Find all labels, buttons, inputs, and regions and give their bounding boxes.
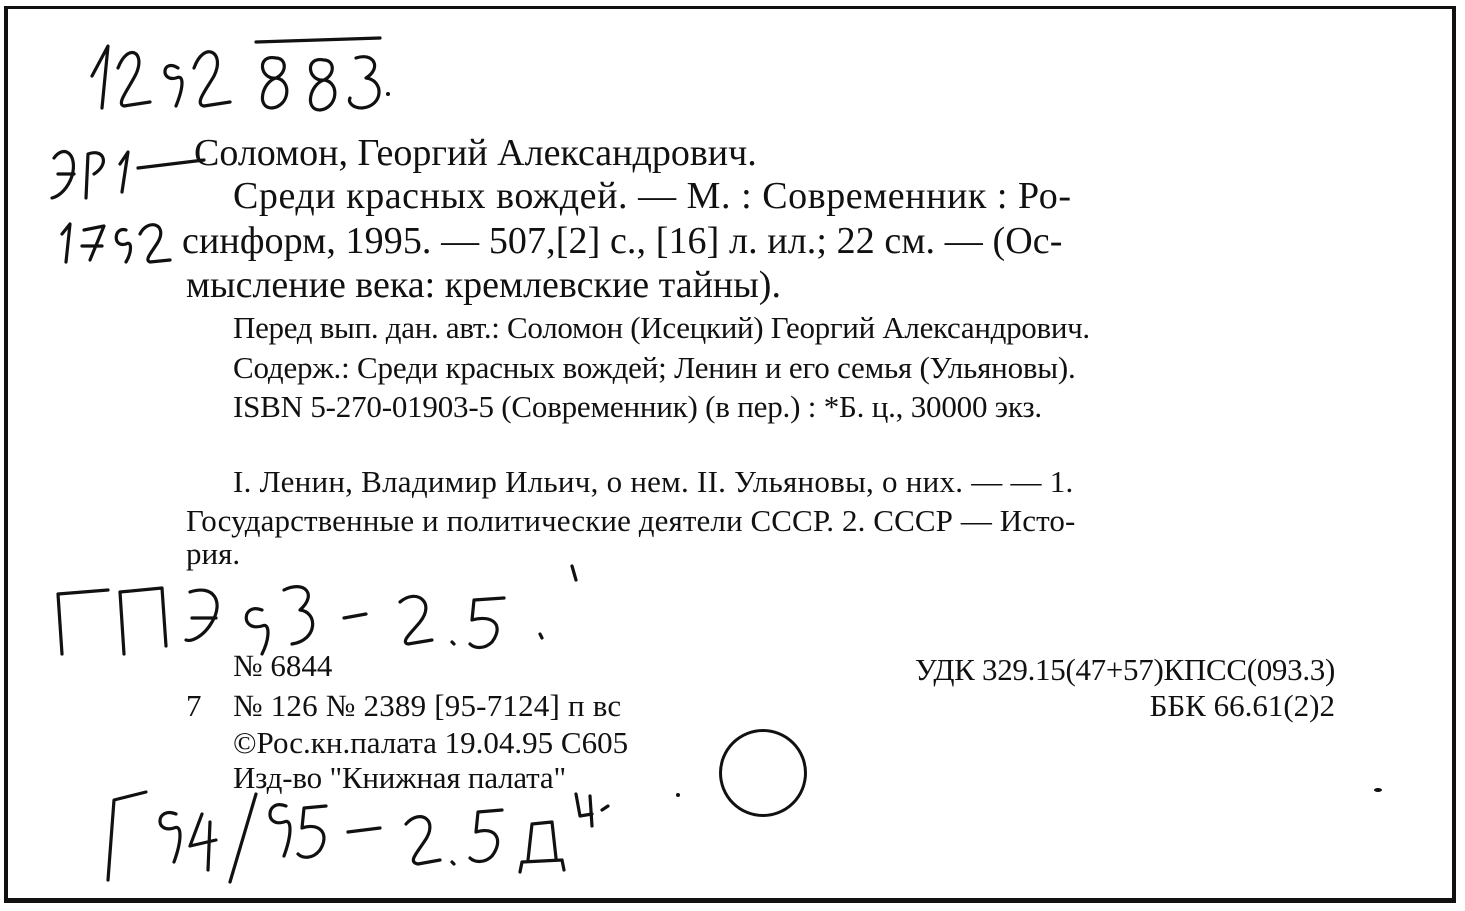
ink-dot xyxy=(1374,788,1382,792)
note-author: Перед вып. дан. авт.: Соломон (Исецкий) Георгий Александрович. xyxy=(233,310,1090,345)
ink-dot xyxy=(676,793,680,797)
card-prefix: 7 xyxy=(186,688,202,723)
tracing-line-2: Государственные и политические деятели СССР. 2. СССР — Исто- xyxy=(186,503,1076,538)
udk-code: УДК 329.15(47+57)КПСС(093.3) xyxy=(914,652,1335,687)
note-contents: Содерж.: Среди красных вождей; Ленин и его семья (Ульяновы). xyxy=(233,350,1076,385)
tracing-line-3: рия. xyxy=(186,536,241,571)
handwritten-library-mark-1 xyxy=(48,562,608,662)
card-number: № 6844 xyxy=(233,648,333,683)
copyright-line: ©Рос.кн.палата 19.04.95 С605 xyxy=(233,725,629,760)
note-isbn: ISBN 5-270-01903-5 (Современник) (в пер.) : *Б. ц., 30000 экз. xyxy=(233,389,1042,424)
description-line-3: мысление века: кремлевские тайны). xyxy=(186,264,781,306)
description-line-2: синформ, 1995. — 507,[2] с., [16] л. ил.; 22 см. — (Ос- xyxy=(182,220,1063,262)
registration-numbers: № 126 № 2389 [95-7124] п вс xyxy=(233,688,622,723)
ink-dot xyxy=(386,92,390,96)
bbk-code: ББК 66.61(2)2 xyxy=(1149,688,1335,723)
handwritten-top-number xyxy=(80,28,400,118)
description-line-1: Среди красных вождей. — М. : Современник : Ро- xyxy=(233,175,1072,217)
circle-stamp xyxy=(719,729,807,817)
handwritten-library-mark-2 xyxy=(80,770,640,900)
card-heading: Соломон, Георгий Александрович. xyxy=(194,132,757,174)
publisher-line: Изд-во "Книжная палата" xyxy=(233,760,566,795)
tracing-line-1: I. Ленин, Владимир Ильич, о нем. II. Ульяновы, о них. — — 1. xyxy=(233,464,1074,499)
